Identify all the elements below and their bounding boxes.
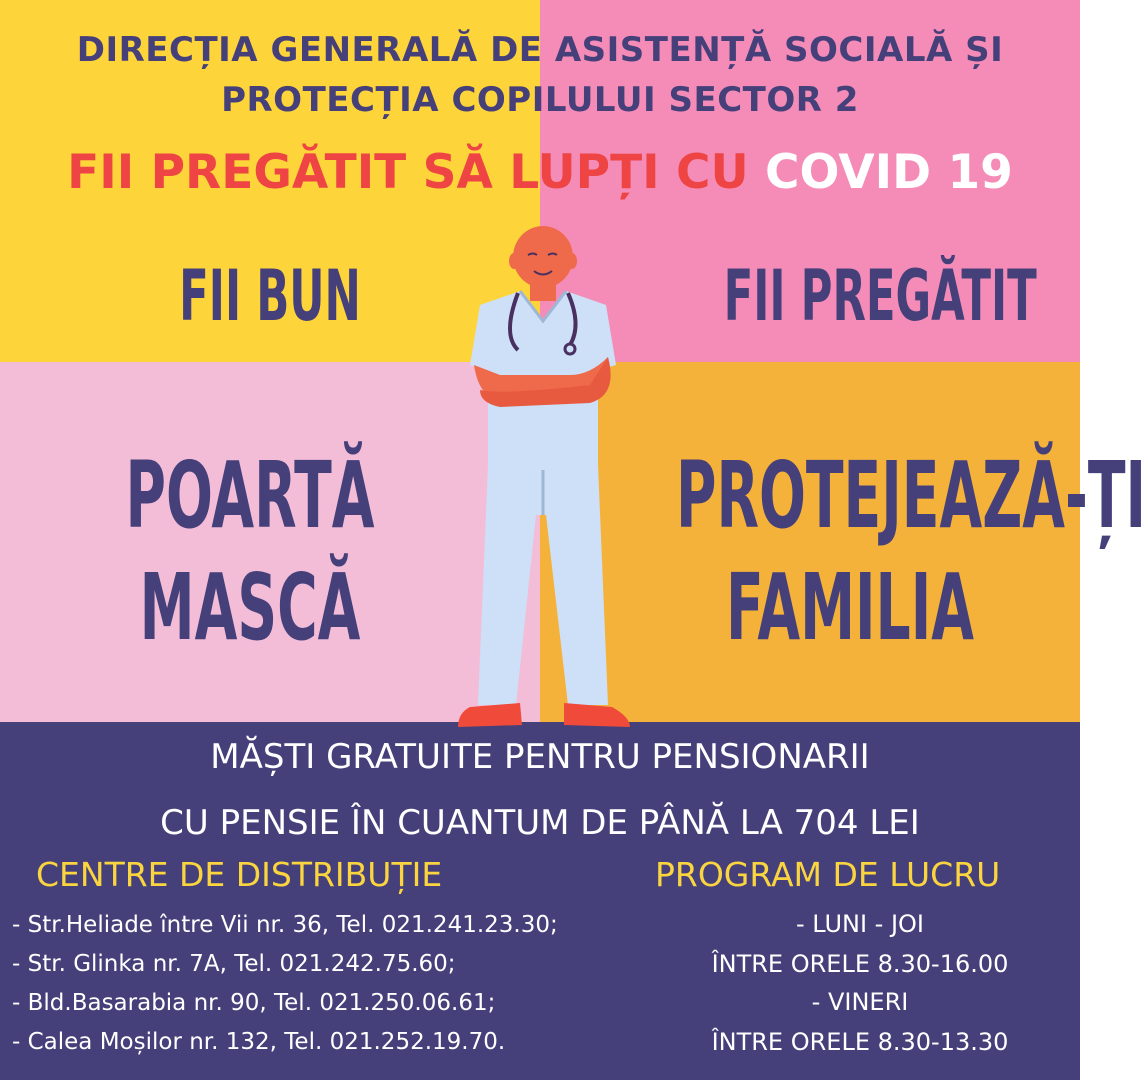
free-masks-line1: MĂȘTI GRATUITE PENTRU PENSIONARII	[210, 737, 870, 777]
work-schedule-heading: PROGRAM DE LUCRU	[655, 855, 1001, 894]
poarta-text: POARTĂ	[125, 442, 375, 549]
free-masks-line2: CU PENSIE ÎN CUANTUM DE PÂNĂ LA 704 LEI	[160, 803, 920, 843]
masca-text: MASCĂ	[139, 554, 361, 661]
schedule-item: ÎNTRE ORELE 8.30-13.30	[711, 1028, 1009, 1056]
slogan	[0, 145, 1080, 200]
quadrant-fii-bun: FII BUN	[179, 255, 361, 337]
quadrant-poarta-masca	[124, 440, 376, 664]
slogan-red-text: FII PREGĂTIT SĂ LUPȚI CU	[67, 145, 749, 200]
slogan-covid-text: COVID 19	[765, 145, 1013, 200]
organization-name-line1: DIRECȚIA GENERALĂ DE ASISTENȚĂ SOCIALĂ ȘI	[76, 30, 1004, 70]
address-item: - Calea Moșilor nr. 132, Tel. 021.252.19.70.	[12, 1029, 506, 1055]
quadrant-protejeaza-familia	[676, 440, 1146, 664]
organization-name-line2: PROTECȚIA COPILULUI SECTOR 2	[221, 80, 859, 120]
quadrant-fii-pregatit: FII PREGĂTIT	[723, 255, 1037, 337]
schedule-item: - VINERI	[811, 988, 909, 1016]
address-item: - Bld.Basarabia nr. 90, Tel. 021.250.06.61;	[12, 990, 496, 1016]
distribution-centres-heading: CENTRE DE DISTRIBUȚIE	[36, 855, 443, 894]
schedule-item: ÎNTRE ORELE 8.30-16.00	[711, 950, 1009, 978]
doctor-illustration-icon	[440, 225, 640, 740]
familia-text: FAMILIA	[725, 554, 974, 661]
address-item: - Str. Glinka nr. 7A, Tel. 021.242.75.60;	[12, 951, 456, 977]
protejeaza-text: PROTEJEAZĂ-ȚI	[676, 442, 1146, 549]
schedule-item: - LUNI - JOI	[795, 910, 925, 938]
address-item: - Str.Heliade între Vii nr. 36, Tel. 021.241.23.30;	[12, 912, 558, 938]
